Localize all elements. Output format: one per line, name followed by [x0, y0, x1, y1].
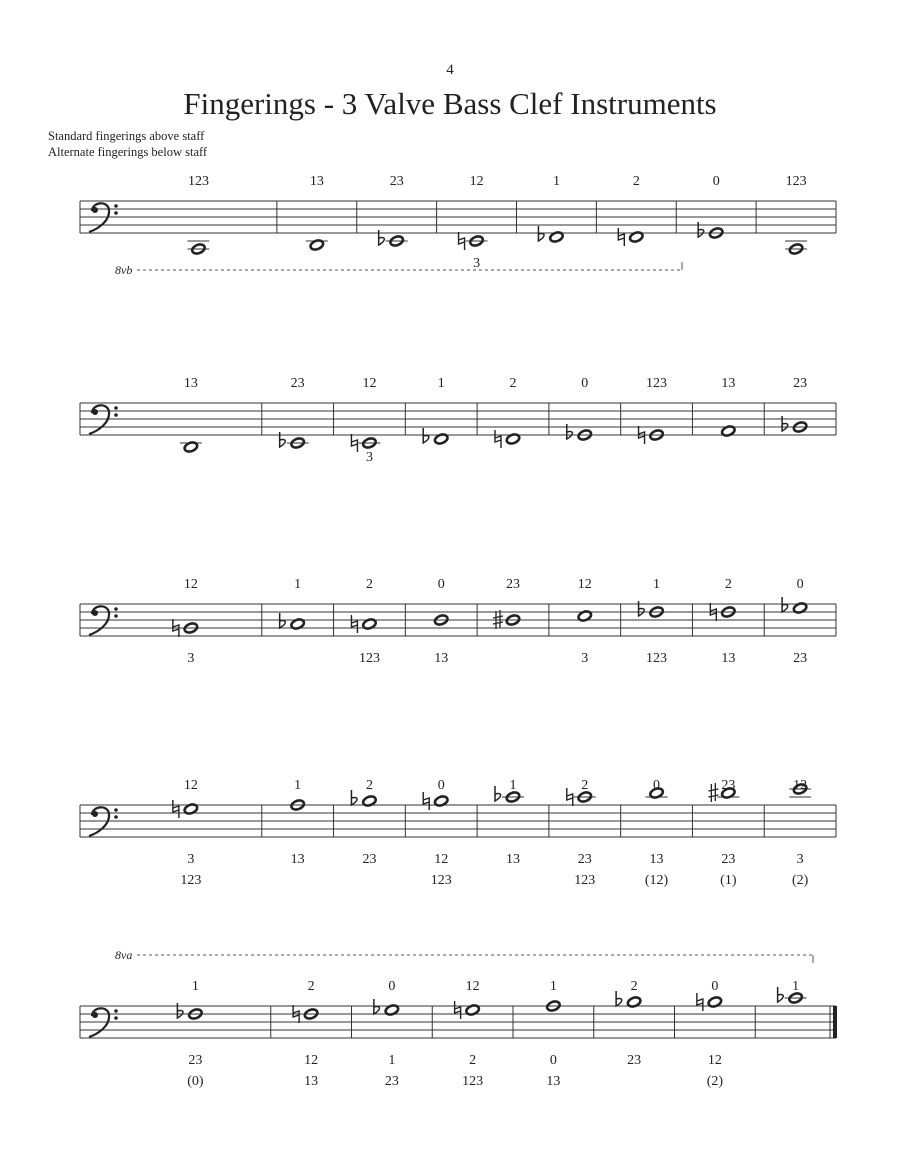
fingering-above: 2 [365, 778, 373, 793]
fingering-below: 23 [384, 1074, 399, 1089]
fingering-above: 0 [796, 577, 804, 592]
fingering-below: 123 [574, 873, 596, 888]
fingering-below: 3 [473, 256, 481, 271]
fingering-above: 2 [307, 979, 315, 994]
fingering-above: 1 [653, 577, 661, 592]
fingering-above: 1 [549, 979, 557, 994]
fingering-above: 12 [793, 778, 808, 793]
fingering-below: 13 [506, 852, 520, 867]
fingering-notes [48, 128, 207, 160]
flat-icon [782, 416, 788, 431]
fingering-above: 1 [294, 778, 302, 793]
fingering-below: 12 [304, 1053, 319, 1068]
sharp-icon [708, 783, 718, 802]
fingering-above: 2 [365, 577, 373, 592]
flat-icon [567, 424, 573, 439]
bass-clef-upper-dot-icon [114, 607, 118, 611]
note-alternate: Alternate fingerings below staff [48, 145, 208, 159]
fingering-below: 123 [646, 651, 668, 666]
bass-clef-dot-icon [92, 811, 98, 817]
bass-clef-upper-dot-icon [114, 406, 118, 410]
natural-icon [173, 800, 179, 818]
bass-clef-upper-dot-icon [114, 808, 118, 812]
octave-mark-label: 8vb [115, 263, 133, 277]
fingering-below: 23 [362, 852, 377, 867]
music-system [80, 577, 836, 666]
fingering-above: 123 [785, 174, 807, 189]
natural-icon [423, 792, 429, 810]
flat-icon [698, 222, 704, 237]
fingering-above: 0 [711, 979, 719, 994]
fingering-above: 123 [187, 174, 209, 189]
final-barline [833, 1006, 837, 1038]
bass-clef-dot-icon [92, 1012, 98, 1018]
fingering-below: 3 [365, 450, 373, 465]
fingering-above: 2 [632, 174, 640, 189]
fingering-above: 23 [506, 577, 520, 592]
flat-icon [538, 226, 544, 241]
bass-clef-icon [89, 807, 109, 836]
fingering-below: 123 [430, 873, 452, 888]
flat-icon [177, 1003, 183, 1018]
fingering-above: 23 [389, 174, 404, 189]
flat-icon [379, 230, 385, 245]
fingering-below: 3 [581, 651, 589, 666]
page-title: Fingerings - 3 Valve Bass Clef Instruments [183, 86, 717, 121]
flat-icon [782, 597, 788, 612]
fingering-above: 1 [191, 979, 199, 994]
fingering-above: 0 [437, 577, 445, 592]
natural-icon [567, 788, 573, 806]
fingering-below: 13 [290, 852, 305, 867]
flat-icon [616, 991, 622, 1006]
flat-icon [639, 601, 645, 616]
fingering-above: 0 [712, 174, 720, 189]
fingering-below: (0) [187, 1074, 204, 1089]
bass-clef-upper-dot-icon [114, 1009, 118, 1013]
fingering-above: 23 [290, 376, 305, 391]
bass-clef-icon [89, 405, 109, 434]
fingering-below: (12) [644, 873, 669, 888]
fingering-above: 1 [509, 778, 517, 793]
fingering-above: 2 [581, 778, 589, 793]
bass-clef-dot-icon [92, 610, 98, 616]
fingering-below: 0 [549, 1053, 557, 1068]
fingering-above: 0 [653, 778, 661, 793]
music-system [80, 376, 836, 465]
fingering-above: 2 [509, 376, 517, 391]
fingering-below: 12 [434, 852, 449, 867]
fingering-below: 3 [187, 651, 195, 666]
fingering-below: 12 [707, 1053, 722, 1068]
flat-icon [423, 428, 429, 443]
fingering-above: 23 [721, 778, 736, 793]
bass-clef-upper-dot-icon [114, 204, 118, 208]
fingering-above: 2 [724, 577, 732, 592]
fingering-below: (1) [720, 873, 737, 888]
music-system [80, 778, 836, 888]
music-system [80, 948, 837, 1089]
fingering-below: 23 [793, 651, 808, 666]
fingering-below: 3 [187, 852, 195, 867]
fingering-above: 12 [465, 979, 480, 994]
fingering-below: 13 [434, 651, 449, 666]
octave-mark-label: 8va [115, 948, 133, 962]
bass-clef-icon [89, 606, 109, 635]
fingering-above: 13 [309, 174, 324, 189]
flat-icon [280, 432, 286, 447]
fingering-above: 12 [577, 577, 592, 592]
bass-clef-dot-icon [92, 409, 98, 415]
fingering-above: 12 [183, 778, 198, 793]
natural-icon [351, 434, 357, 452]
fingering-above: 12 [362, 376, 377, 391]
fingering-above: 12 [469, 174, 484, 189]
flat-icon [280, 613, 286, 628]
note-standard: Standard fingerings above staff [48, 129, 205, 143]
music-system [80, 174, 836, 277]
fingering-below: 23 [577, 852, 592, 867]
fingering-below: 23 [627, 1053, 642, 1068]
fingering-above: 1 [792, 979, 800, 994]
fingering-below: 123 [180, 873, 202, 888]
bass-clef-dot-icon [92, 207, 98, 213]
bass-clef-icon [89, 203, 109, 232]
natural-icon [697, 993, 703, 1011]
fingering-above: 1 [294, 577, 302, 592]
fingering-below: 123 [462, 1074, 484, 1089]
flat-icon [374, 999, 380, 1014]
fingering-below: (2) [706, 1074, 724, 1089]
fingering-above: 2 [630, 979, 638, 994]
fingering-below: 23 [188, 1053, 203, 1068]
fingering-above: 13 [721, 376, 736, 391]
fingering-above: 12 [183, 577, 198, 592]
fingering-below: 23 [721, 852, 736, 867]
bass-clef-icon [89, 1008, 109, 1037]
natural-icon [495, 430, 501, 448]
flat-icon [495, 786, 501, 801]
natural-icon [455, 1001, 461, 1019]
flat-icon [351, 790, 357, 805]
fingering-above: 0 [437, 778, 445, 793]
natural-icon [351, 615, 357, 633]
fingering-below: 1 [388, 1053, 396, 1068]
fingering-above: 0 [388, 979, 396, 994]
fingering-above: 23 [793, 376, 808, 391]
fingering-above: 1 [552, 174, 560, 189]
fingering-above: 1 [437, 376, 445, 391]
fingering-below: 13 [546, 1074, 561, 1089]
fingering-above: 123 [646, 376, 668, 391]
bass-clef-lower-dot-icon [114, 413, 118, 417]
fingering-above: 13 [183, 376, 198, 391]
fingering-below: 13 [721, 651, 736, 666]
fingering-below: 2 [469, 1053, 477, 1068]
natural-icon [459, 232, 465, 250]
bass-clef-lower-dot-icon [114, 815, 118, 819]
fingering-below: 123 [358, 651, 380, 666]
fingering-below: 13 [304, 1074, 319, 1089]
fingering-below: 13 [649, 852, 664, 867]
fingering-above: 0 [581, 376, 589, 391]
flat-icon [778, 987, 784, 1002]
page-number: 4 [446, 62, 454, 78]
bass-clef-lower-dot-icon [114, 1016, 118, 1020]
natural-icon [618, 228, 624, 246]
bass-clef-lower-dot-icon [114, 614, 118, 618]
bass-clef-lower-dot-icon [114, 211, 118, 215]
fingering-below: 3 [796, 852, 804, 867]
fingering-below: (2) [791, 873, 809, 888]
